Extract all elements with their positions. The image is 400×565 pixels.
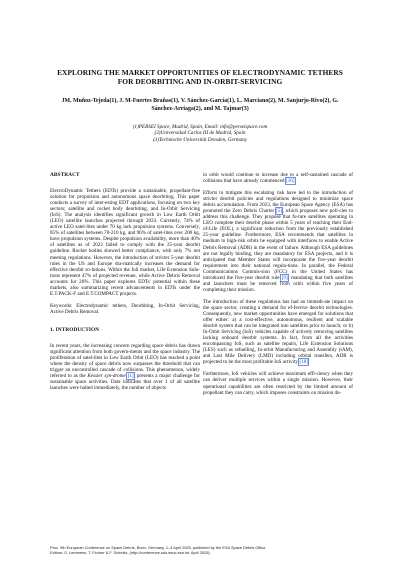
title-line-1: EXPLORING THE MARKET OPPORTUNITIES OF ELECTRODYNAMIC TETHERS [57, 68, 343, 77]
author-list [30, 97, 370, 113]
introduction-heading: 1. INTRODUCTION [50, 326, 100, 333]
paper-title [30, 68, 370, 86]
affiliation-2: (2)Universidad Carlos III de Madrid, Spain [154, 130, 246, 137]
right-p2-text-c: , mandating that both satellites and launchers must be removed from orbit within five years of completing their mission. [203, 274, 354, 293]
right-paragraph-1 [203, 172, 353, 184]
footer-line-2: Editors: S. Lemmens, T. Flohrer & F. Schmitz, (http://conference.sdo.esoc.esa.int, April 2025) [50, 550, 210, 556]
keywords: Keywords: Electrodynamic tethers, Deorbiting, In-Orbit Servicing, Active Debris Removal. [50, 302, 200, 315]
authors-line-2: Sánchez-Arriaga(2), and M. Tajmar(3) [151, 106, 249, 112]
right-p3-text-b: . [308, 359, 310, 366]
intro-text-b: , presents a major challenge for sustainable space activities. Data indicates that over 1 of all satellite launches were halted immediately, the number of objects [50, 373, 200, 392]
right-p1-text-b: . [294, 178, 297, 185]
right-p2-text-a: Efforts to mitigate this escalating risk have led to the introduction of stricter deorbit policies and regulations designed to minimize space debris accumulation. From 2023, the European Space Agency (ESA) has promoted the Zero Debris Charter [203, 190, 353, 215]
right-paragraph-4: Furthermore, IoS vehicles will achieve maximum effi-ciency when they can deliver multiple services within a single mission. However, their operational capabilities are often restricted by the limited amount of propellant they can carry, which imposes constraints on mission du- [203, 371, 353, 396]
affiliation-3: (3)Technische Universität Dresden, Germany [152, 136, 248, 143]
introduction-paragraph-1 [50, 343, 200, 391]
right-p2-text-b: , which proposes new poli-cies to address this challenge. They propose that fu-ture satellites operating in LEO complete their deorbit phase within 5 years of reaching their End-of-Life (EOL), a significant reduction from the previously established 25-year guideline. Furthermore, ESA recommends that satellites in medium to high-risk orbits be equipped with interfaces to enable Active Debris Removal (ADR) in the event of failure. Although ESA guidelines are not legally binding, they are mandatory for ESA projects, and it is anticipated that Member States will incorporate the five-year deorbit requirement into their national regula-tions. In parallel, the Federal Communications Commis-sion (FCC) in the United States has introduced the five-year deorbit rule [203, 208, 353, 281]
affiliations [30, 124, 370, 143]
title-line-2: FOR DEORBITING AND IN-ORBIT-SERVICING [117, 77, 283, 86]
right-column [203, 172, 353, 402]
authors-line-1: JM. Muñoz-Tejeda(1), J. M-Fuertes Brañas(1), V. Sánchez-García(1), L. Marciano(2), M. Sanjurjo-Rivo(2), G. [61, 98, 339, 104]
citation-link[interactable]: [1] [127, 373, 134, 380]
abstract-heading: ABSTRACT [50, 172, 80, 178]
citation-link[interactable]: [18] [299, 359, 308, 366]
right-paragraph-3 [203, 299, 353, 366]
citation-link[interactable]: [9] [281, 274, 288, 281]
page-footer [50, 545, 360, 555]
abstract-text: ElectroDynamic Tethers (EDTs) provide a sustainable, propellant-free solution for propulsion and autonomous space deorbiting. This paper conducts a survey of inter-esting EDT applications, focusing on two key sectors; satellite and rocket body deorbiting, and In-Orbit Servicing (IoS). The analysis identifies significant growth in Low Earth Orbit (LEO) satellite launches projected through 2033. Currently, 74% of active LEO satel-lites under 70 kg lack propulsion systems. Conversely, 85% of satellites between 70-210 kg, and 96% of satel-lites over 200 kg, have propulsion systems. Despite propulsion availability, more than 40% of satellites as of 2022 failed to comply with the 25-year deorbit guideline. Rocket bodies showed better compliance, with only 7% not meeting regulations. However, the introduction of stricter 5-year deorbit rules in the US and Europe dra-matically increases the demand for effective deorbit so-lutions. Within the IoS market, Life Extension Solu-tions represent 47% of projected revenue, while Active Debris Removal accounts for 26%. This paper explores EDTs' potential within these markets, also summarizing recent advancements in EDTs under the E.T.PACK-F and E.T.COMPACT projects. [50, 188, 200, 297]
left-column [50, 172, 200, 397]
affiliation-1: (1)PERSEI Space, Madrid, Spain, Email: info@perseispace.com [132, 124, 268, 130]
right-p1-text-a: in orbit would continue to increase due to a self-sustained cascade of collisions that have already commenced [203, 172, 353, 185]
right-paragraph-2 [203, 190, 353, 293]
intro-text-a: In recent years, the increasing concern regarding space debris has drawn significant attention from both govern-ments and the space industry. The proliferation of satel-lites in Low Earth Orbit (LEO) has reached a point where the density of space debris now surpasses the threshold that can trigger an uncontrolled cascade of collisions. This phenomenon, widely referred to as the [50, 342, 200, 380]
right-p3-text-a: The introduction of these regulations has had an immedi-ate impact on the space sector, creating a demand for ef-fective deorbit technologies. Consequently, new market opportunities have emerged for solutions that offer either: a) a cost-effective, autonomous, resilient and scalable deorbit system that can be integrated into satellites prior to launch; or b) In-Orbit Servicing (IoS) vehicles capable of actively removing satellites lacking onboard deorbit systems. In fact, from all the activities encompassing IoS, such as satellite repairs, Life Extension Solutions (LES) such as refuelling, In-orbit Manufacturing and Assembly (iAM), and Last Mile Delivery (LMD) including orbital transfers, ADR is projected to be the most profitable IoS activity [203, 298, 353, 366]
kessler-term: Kessler syn-drome [87, 373, 126, 380]
citation-link[interactable]: [5] [276, 208, 283, 215]
footer-line-1: Proc. 9th European Conference on Space Debris, Bonn, Germany, 1–4 April 2025, published by the ESA Space Debris Office [50, 545, 266, 550]
citation-link[interactable]: [16] [286, 178, 295, 185]
